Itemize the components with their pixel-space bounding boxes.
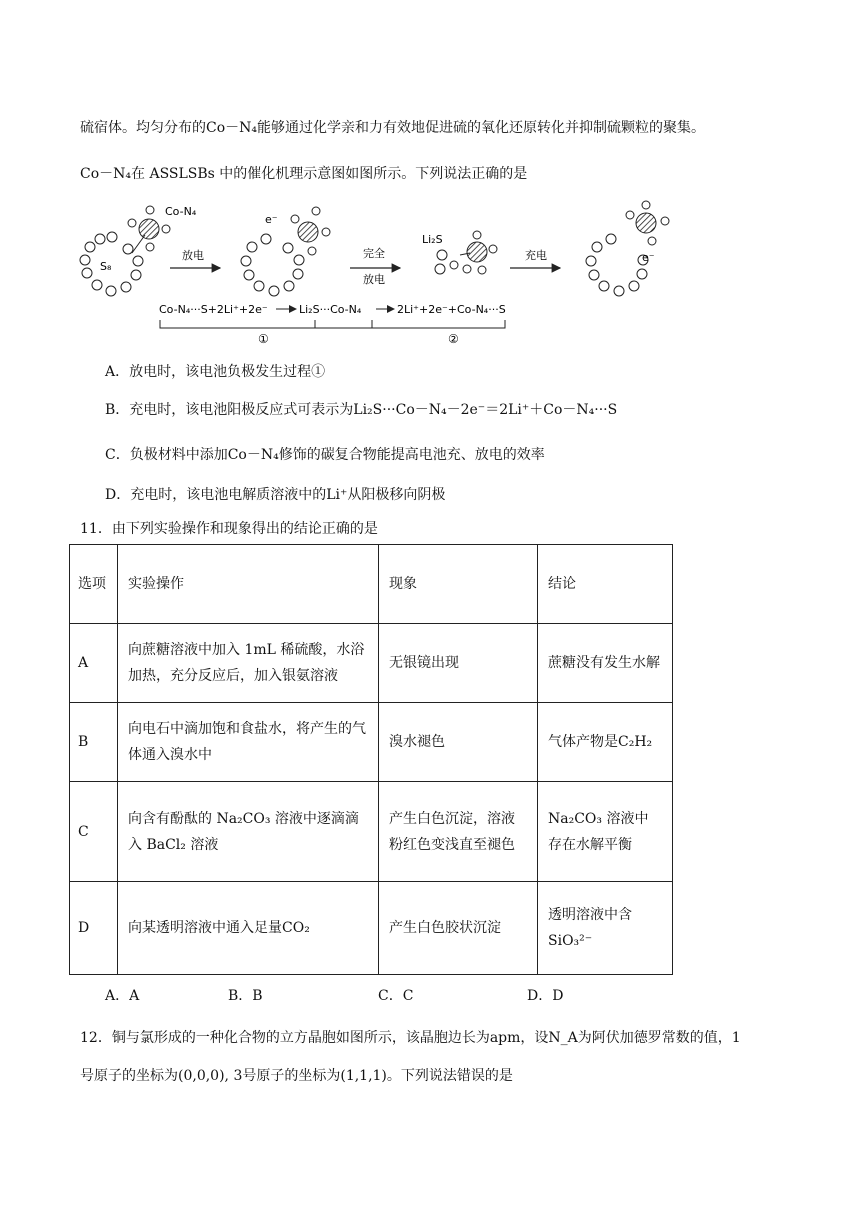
step2-bracket <box>315 320 505 328</box>
step2-marker: ② <box>448 332 459 346</box>
step1-marker: ① <box>258 332 269 346</box>
electron-label-2: e⁻ <box>642 251 655 264</box>
row-option: B <box>70 703 118 782</box>
intro-line-2: Co－N₄在 ASSLSBs 中的催化机理示意图如图所示。下列说法正确的是 <box>80 166 528 182</box>
answer-a: A．A <box>105 988 140 1004</box>
row-operation: 向某透明溶液中通入足量CO₂ <box>118 882 379 975</box>
li2s-label: Li₂S <box>422 233 443 246</box>
header-option: 选项 <box>70 545 118 624</box>
row-option: D <box>70 882 118 975</box>
row-conclusion: 蔗糖没有发生水解 <box>538 624 673 703</box>
s8-label: S₈ <box>100 260 112 273</box>
equation-middle: Li₂S···Co-N₄ <box>299 303 362 316</box>
row-option: C <box>70 782 118 882</box>
row-operation: 向含有酚酞的 Na₂CO₃ 溶液中逐滴滴入 BaCl₂ 溶液 <box>118 782 379 882</box>
header-conclusion: 结论 <box>538 545 673 624</box>
row-operation: 向蔗糖溶液中加入 1mL 稀硫酸，水浴加热，充分反应后，加入银氨溶液 <box>118 624 379 703</box>
table-row <box>70 624 673 703</box>
header-phenomenon: 现象 <box>379 545 538 624</box>
answer-c: C．C <box>378 988 414 1004</box>
row-conclusion: 透明溶液中含SiO₃²⁻ <box>538 882 673 975</box>
option-a: A．放电时，该电池负极发生过程① <box>105 364 326 380</box>
header-operation: 实验操作 <box>118 545 379 624</box>
row-phenomenon: 无银镜出现 <box>379 624 538 703</box>
q12-line-2: 号原子的坐标为(0,0,0), 3号原子的坐标为(1,1,1)。下列说法错误的是 <box>80 1068 513 1084</box>
row-conclusion: Na₂CO₃ 溶液中存在水解平衡 <box>538 782 673 882</box>
table-header-row <box>70 545 673 624</box>
option-c: C．负极材料中添加Co－N₄修饰的碳复合物能提高电池充、放电的效率 <box>105 447 545 463</box>
table-row <box>70 882 673 975</box>
step1-bracket <box>160 320 372 328</box>
row-conclusion: 气体产物是C₂H₂ <box>538 703 673 782</box>
li2s-structure <box>435 231 497 274</box>
row-phenomenon: 产生白色沉淀，溶液粉红色变浅直至褪色 <box>379 782 538 882</box>
charge-label: 充电 <box>525 249 547 262</box>
table-row <box>70 782 673 882</box>
answer-b: B．B <box>228 988 263 1004</box>
option-d: D．充电时，该电池电解质溶液中的Li⁺从阳极移向阴极 <box>105 487 446 503</box>
electron-label-1: e⁻ <box>265 213 278 226</box>
con4-label: Co-N₄ <box>165 205 197 218</box>
catalysis-mechanism-diagram <box>70 195 710 350</box>
intermediate-structure-1 <box>241 207 330 296</box>
row-option: A <box>70 624 118 703</box>
intro-line-1: 硫宿体。均匀分布的Co－N₄能够通过化学亲和力有效地促进硫的氧化还原转化并抑制硫颗粒的聚集。 <box>80 120 706 136</box>
discharge-label-2: 放电 <box>363 273 385 286</box>
discharge-label: 放电 <box>182 249 204 262</box>
full-label: 完全 <box>363 247 385 260</box>
q11-stem: 11．由下列实验操作和现象得出的结论正确的是 <box>80 521 378 537</box>
experiment-table <box>69 544 673 975</box>
intermediate-structure-2 <box>586 201 669 296</box>
row-phenomenon: 溴水褪色 <box>379 703 538 782</box>
option-b: B．充电时，该电池阳极反应式可表示为Li₂S···Co－N₄－2e⁻＝2Li⁺＋Co－N₄···S <box>105 402 618 418</box>
table-row <box>70 703 673 782</box>
q12-line-1: 12．铜与氯形成的一种化合物的立方晶胞如图所示，该晶胞边长为apm，设N_A为阿伏加德罗常数的值，1 <box>80 1030 741 1046</box>
row-phenomenon: 产生白色胶状沉淀 <box>379 882 538 975</box>
row-operation: 向电石中滴加饱和食盐水，将产生的气体通入溴水中 <box>118 703 379 782</box>
equation-end: 2Li⁺+2e⁻+Co-N₄···S <box>397 303 506 316</box>
equation-start: Co-N₄···S+2Li⁺+2e⁻ <box>159 303 268 316</box>
answer-d: D．D <box>527 988 564 1004</box>
s8-ring-structure <box>80 206 170 296</box>
